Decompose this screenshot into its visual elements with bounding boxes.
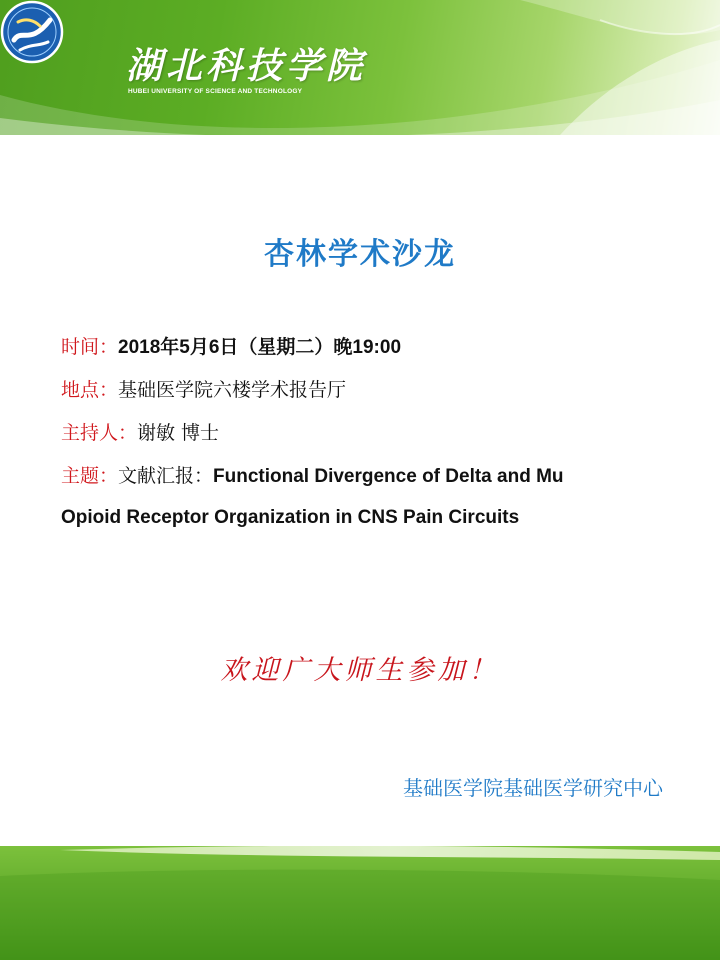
info-host xyxy=(61,418,219,445)
time-value: 2018年5月6日（星期二）晚19:00 xyxy=(118,337,402,358)
time-label: 时间： xyxy=(61,336,119,358)
university-emblem-icon xyxy=(0,0,64,64)
info-time xyxy=(61,332,401,359)
info-place xyxy=(61,375,346,402)
page-title: 杏林学术沙龙 xyxy=(264,237,456,272)
host-value: 谢敏 博士 xyxy=(137,422,220,444)
university-name-cn: 湖北科技学院 xyxy=(126,45,367,87)
info-topic-cont xyxy=(61,506,519,529)
place-value: 基础医学院六楼学术报告厅 xyxy=(118,379,347,401)
footer-swoosh xyxy=(0,846,720,960)
topic-en-line1: Functional Divergence of Delta and Mu xyxy=(213,466,564,487)
welcome-message: 欢迎广大师生参加！ xyxy=(220,655,500,686)
university-name-en: HUBEI UNIVERSITY OF SCIENCE AND TECHNOLOGY xyxy=(128,88,303,95)
topic-en-line2: Opioid Receptor Organization in CNS Pain Circuits xyxy=(61,507,520,528)
topic-prefix: 文献汇报： xyxy=(118,465,214,487)
host-label: 主持人： xyxy=(61,422,138,444)
topic-label: 主题： xyxy=(61,465,119,487)
organizer: 基础医学院基础医学研究中心 xyxy=(403,776,663,800)
header-banner xyxy=(0,0,720,135)
footer-banner xyxy=(0,846,720,960)
info-topic xyxy=(61,461,564,488)
place-label: 地点： xyxy=(61,379,119,401)
